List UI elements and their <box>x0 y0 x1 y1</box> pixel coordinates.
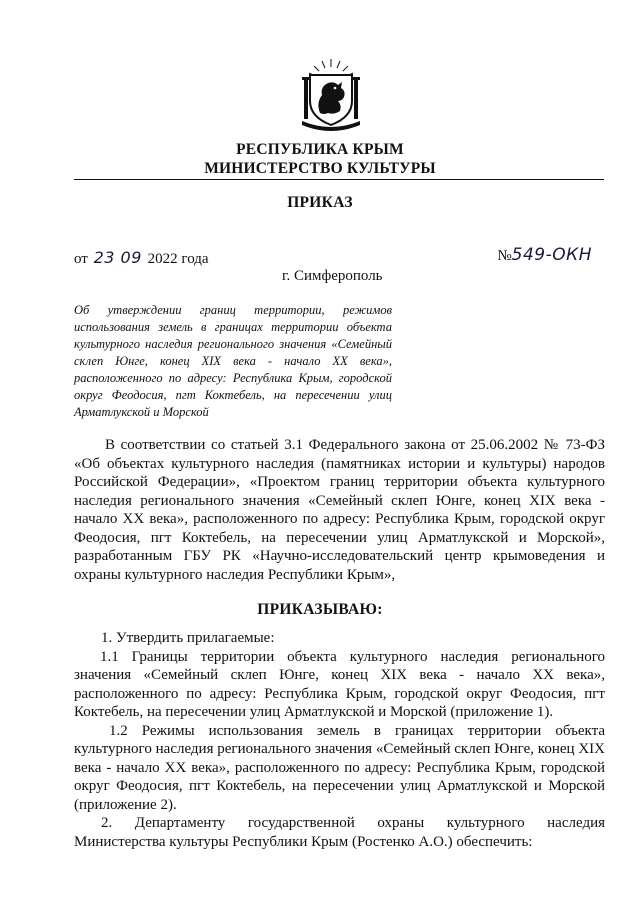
item-1: 1. Утвердить прилагаемые: <box>101 630 275 646</box>
preamble-paragraph: В соответствии со статьей 3.1 Федерального закона от 25.06.2002 № 73-ФЗ «Об объектах культурного наследия (памятниках истории и культуры) народов Российской Федерации», «Проектом границ территории объекта культурного наследия регионального значения «Семейный склеп Юнге, конец XIX века - начало XX века», расположенного по адресу: Республика Крым, городской округ Феодосия, пгт Коктебель, на пересечении улиц Арматлукской и Морской», разработанным ГБУ РК «Научно-исследовательский центр крымоведения и охраны культурного наследия Республики Крым», <box>74 437 605 583</box>
item-2: 2. Департаменту государственной охраны культурного наследия Министерства культуры Республики Крым (Ростенко А.О.) обеспечить: <box>74 815 605 850</box>
handwritten-number: 549-ОКН <box>511 245 592 265</box>
item-1-2: 1.2 Режимы использования земель в границах территории объекта культурного наследия регионального значения «Семейный склеп Юнге, конец XIX века - начало XX века», расположенного по адресу: Республика Крым, городской округ Феодосия, пгт Коктебель, на пересечении улиц Арматлукской и Морской (приложение 2). <box>74 722 605 813</box>
order-subject: Об утверждении границ территории, режимов использования земель в границах территории объекта культурного наследия регионального значения «Семейный склеп Юнге, конец XIX века - начало XX века», расположенного по адресу: Республика Крым, городской округ Феодосия, пгт Коктебель, на пересечении улиц Арматлукской и Морской <box>74 303 392 419</box>
number-prefix: № <box>497 248 512 264</box>
item-1-1: 1.1 Границы территории объекта культурного наследия регионального значения «Семейный склеп Юнге, конец XIX века - начало XX века», расположенного по адресу: Республика Крым, городской округ Феодосия, пгт Коктебель, на пересечении улиц Арматлукской и Морской (приложение 1). <box>74 648 605 720</box>
city: г. Симферополь <box>282 268 383 284</box>
header-republic: РЕСПУБЛИКА КРЫМ <box>236 141 404 158</box>
date-year: 2022 года <box>147 251 209 267</box>
order-date <box>74 248 209 268</box>
header-ministry: МИНИСТЕРСТВО КУЛЬТУРЫ <box>204 160 436 177</box>
order-number <box>497 245 592 265</box>
document-title: ПРИКАЗ <box>287 194 353 211</box>
handwritten-date: 23 09 <box>93 248 142 267</box>
date-prefix: от <box>74 251 88 267</box>
order-body <box>74 629 605 851</box>
order-verb: ПРИКАЗЫВАЮ: <box>257 601 383 618</box>
header-divider <box>74 179 604 180</box>
crimea-coat-of-arms-icon <box>298 55 364 131</box>
